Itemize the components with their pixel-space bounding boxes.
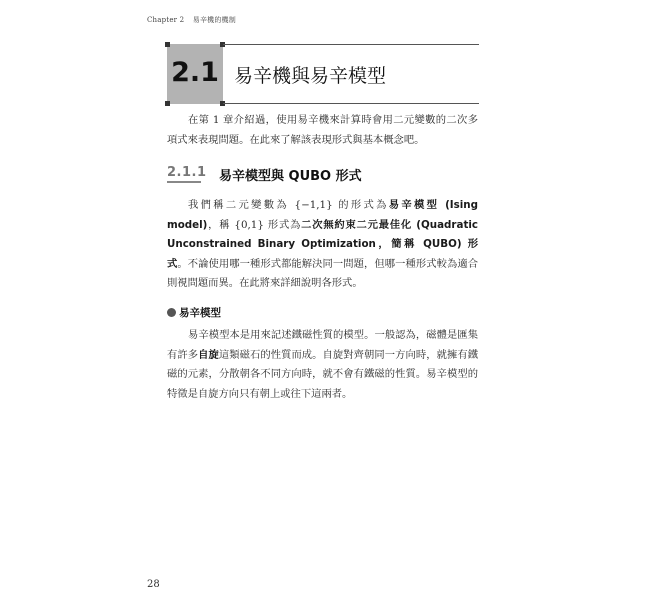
corner-square-icon [165,101,170,106]
section-number-box [167,44,223,104]
spin-term: 自旋 [198,348,219,361]
ising-text-1: 我們稱二元變數為 {−1,1} 的形式為 [188,199,389,211]
ising-paragraph [167,196,478,294]
running-header [147,15,236,25]
bullet-dot-icon [167,308,176,317]
ising-text-2: ，稱 {0,1} 形式為 [207,218,302,231]
model-text-1: 易辛模型本是用來記述鐵磁性質的模型。一般認為，磁體是匯集有許多 [167,329,478,361]
model-paragraph [167,326,478,404]
subsection-heading [167,165,479,183]
subsection-title: 易辛模型與 QUBO 形式 [219,169,362,184]
section-rule-bottom [223,103,479,104]
page-number: 28 [147,579,160,590]
ising-text-3: 。不論使用哪一種形式都能解決同一問題，但哪一種形式較為適合則視問題而異。在此將來詳細說明各形式。 [167,257,479,289]
section-heading [167,44,479,104]
corner-square-icon [165,42,170,47]
section-title: 易辛機與易辛模型 [234,65,387,87]
section-number: 2.1 [171,57,219,88]
subsection-number-underline [167,181,201,183]
intro-paragraph: 在第 1 章介紹過，使用易辛機來計算時會用二元變數的二次多項式來表現問題。在此來了解該表現形式與基本概念吧。 [167,114,478,146]
ising-model-term: 易辛模型 (Ising model) [167,199,478,231]
section-rule-top [223,44,479,45]
model-text-2: 這類磁石的性質而成。自旋對齊朝同一方向時，就擁有鐵磁的元素，分散朝各不同方向時，就不會有鐵磁的性質。易辛模型的特徵是自旋方向只有朝上或往下這兩者。 [167,348,479,400]
qubo-term: 二次無約束二元最佳化 (Quadratic Unconstrained Binary Optimization，簡稱 QUBO) 形式 [167,218,479,270]
running-header-chapter: Chapter 2 [147,16,185,24]
bullet-heading-label: 易辛模型 [179,307,221,319]
subsection-number: 2.1.1 [167,165,207,180]
running-header-title: 易辛機的機制 [192,16,236,24]
bullet-heading [167,305,221,320]
